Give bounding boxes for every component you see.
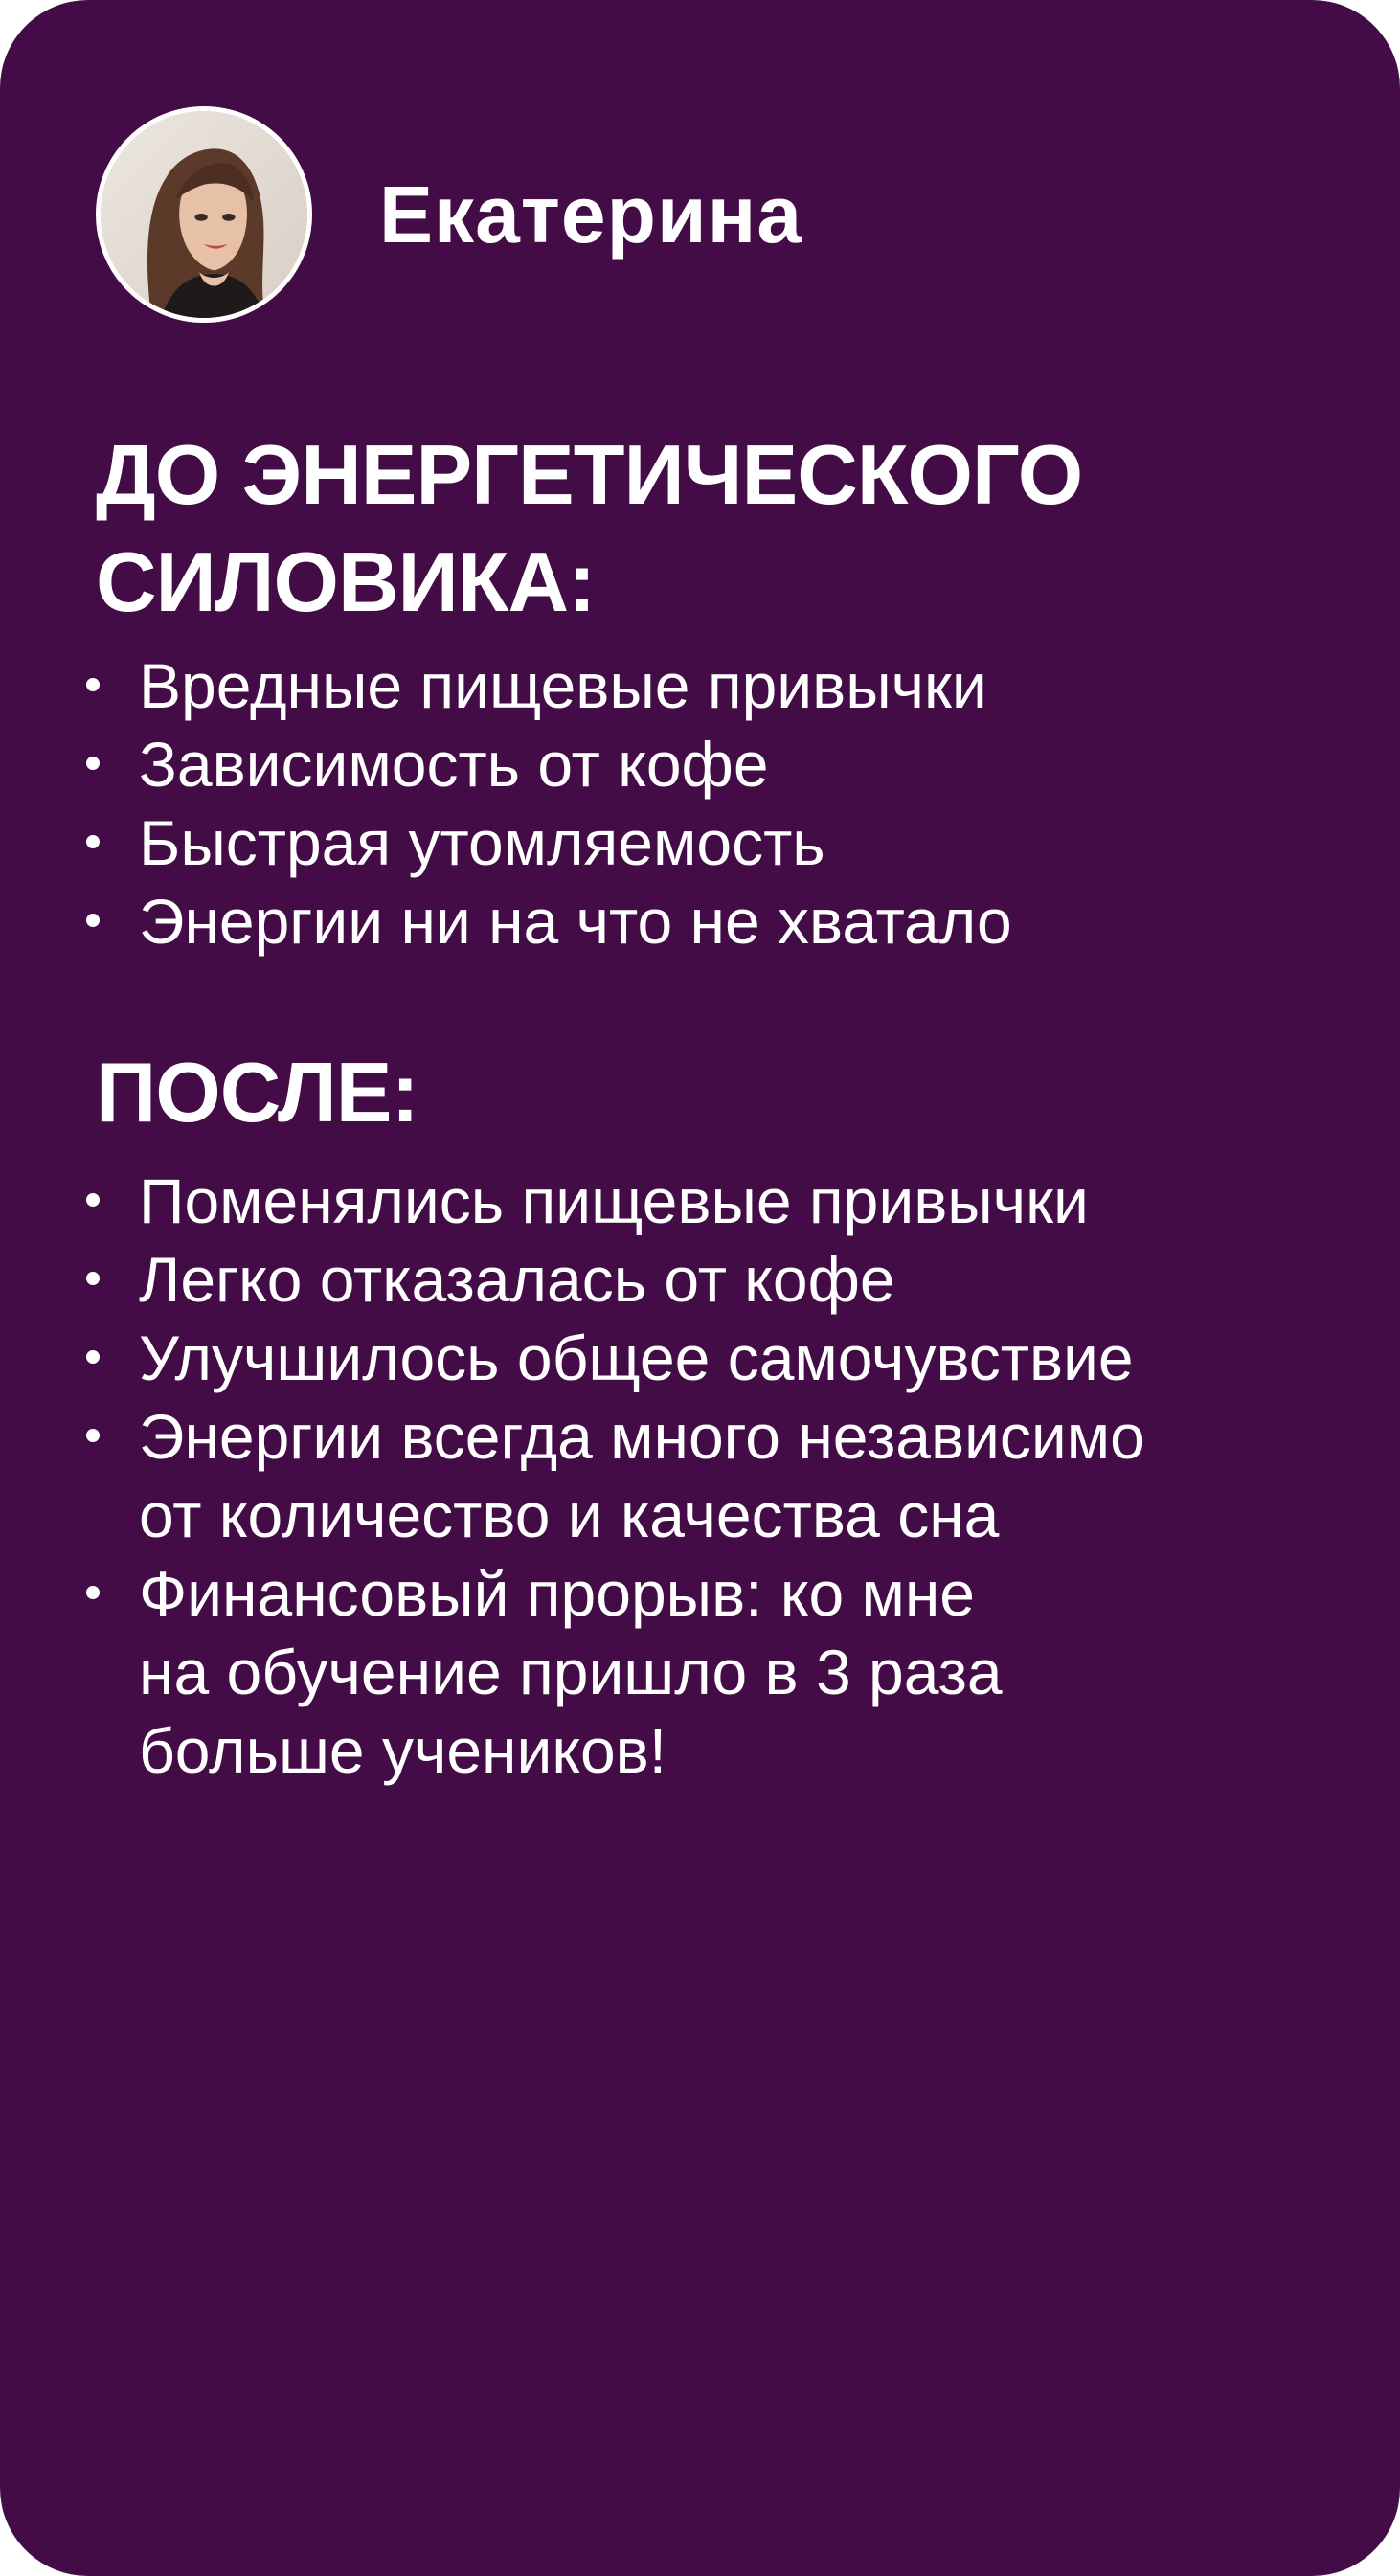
list-item	[75, 1319, 1348, 1397]
list-item-text-line-3: больше учеников!	[139, 1715, 667, 1786]
list-item	[75, 1240, 1348, 1319]
bullet-icon	[86, 1350, 100, 1364]
after-list	[75, 1162, 1348, 1790]
list-item-text: Быстрая утомляемость	[139, 807, 825, 878]
list-item-text-line-2: от количество и качества сна	[139, 1480, 1000, 1550]
bullet-icon	[86, 678, 100, 691]
list-item	[75, 803, 1348, 882]
bullet-icon	[86, 835, 100, 848]
list-item-text: Улучшилось общее самочувствие	[139, 1322, 1134, 1393]
profile-name: Екатерина	[379, 169, 803, 260]
list-item	[75, 646, 1348, 725]
avatar	[96, 106, 312, 323]
bullet-icon	[86, 1272, 100, 1285]
bullet-icon	[86, 914, 100, 927]
list-item-text-line-1: Финансовый прорыв: ко мне	[139, 1558, 976, 1629]
before-list	[75, 646, 1348, 960]
before-title-line-2: СИЛОВИКА:	[96, 534, 596, 629]
list-item-text: Зависимость от кофе	[139, 729, 769, 800]
list-item-text: Вредные пищевые привычки	[139, 650, 987, 721]
list-item	[75, 882, 1348, 960]
woman-portrait-icon	[101, 111, 307, 318]
bullet-icon	[86, 1429, 100, 1442]
bullet-icon	[86, 757, 100, 770]
list-item-text-line-2: на обучение пришло в 3 раза	[139, 1637, 1003, 1707]
bullet-icon	[86, 1193, 100, 1207]
before-title-line-1: ДО ЭНЕРГЕТИЧЕСКОГО	[96, 427, 1083, 522]
list-item	[75, 1397, 1348, 1554]
list-item	[75, 1162, 1348, 1240]
bullet-icon	[86, 1586, 100, 1599]
list-item-text-line-1: Энергии всегда много независимо	[139, 1401, 1145, 1472]
profile-header	[96, 102, 802, 328]
before-section-title	[96, 421, 1245, 636]
list-item	[75, 725, 1348, 803]
list-item-text: Энергии ни на что не хватало	[139, 886, 1012, 957]
list-item-text: Легко отказалась от кофе	[139, 1244, 895, 1315]
list-item-text: Поменялись пищевые привычки	[139, 1165, 1089, 1236]
after-section-title: ПОСЛЕ:	[96, 1045, 418, 1140]
list-item	[75, 1554, 1348, 1790]
